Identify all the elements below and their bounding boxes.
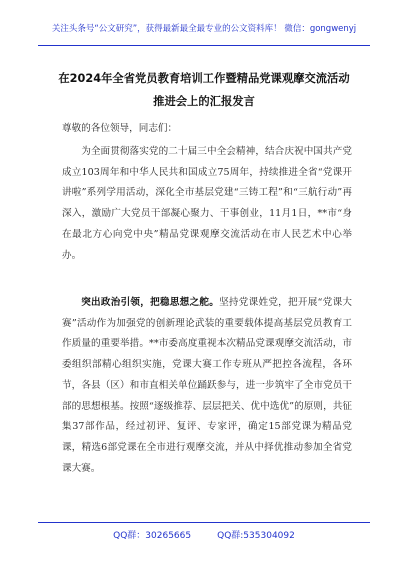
salutation: 尊敬的各位领导，同志们：: [62, 123, 178, 134]
paragraph-2-body: 坚持党课姓党，把开展“党课大赛”活动作为加强党的创新理论武装的重要载体提高基层党员教育工作质量的重要举措。**市委高度重视本次精品党课观摩交流活动，市委组织部精心组织实施，党课大赛工作专班从严把控各流程，各环节，各县（区）和市直相关单位踊跃参与，进一步筑牢了全市党员干部的思想根基。按照“逐级推荐、层层把关、优中选优”的原则，共征集37部作品，经过初评、复评、专家评，确定15部党课为精品党课，精选6部党课在全市进行观摩交流，并从中择优推动参加全省党课大赛。: [62, 297, 353, 474]
footer: [0, 528, 408, 541]
footer-divider: [38, 522, 370, 523]
header-banner: 关注头条号“公文研究”，获得最新最全最专业的公文资料库！ 微信：gongwenyj: [51, 24, 357, 34]
header-divider: [38, 45, 370, 46]
document-title-line1: 在2024年全省党员教育培训工作暨精品党课观摩交流活动: [58, 72, 350, 85]
paragraph-1: 为全面贯彻落实党的二十届三中全会精神，结合庆祝中国共产党成立103周年和中华人民共和国成立75周年，持续推进全省“党课开讲啦”系列学用活动，深化全市基层党建“三铸工程”和“三航行动”再深入，激励广大党员干部凝心聚力、干事创业，11月1日，**市“身在最北方心向党中央”精品党课观摩交流活动在市人民艺术中心举办。: [62, 146, 352, 261]
document-title-line2: 推进会上的汇报发言: [153, 95, 255, 108]
footer-qq-group-1: QQ群：30265665: [113, 531, 192, 541]
footer-qq-group-2: QQ群:535304092: [217, 531, 295, 541]
paragraph-2: [62, 293, 352, 479]
paragraph-2-lead: 突出政治引领，把稳思想之舵。: [81, 297, 220, 308]
